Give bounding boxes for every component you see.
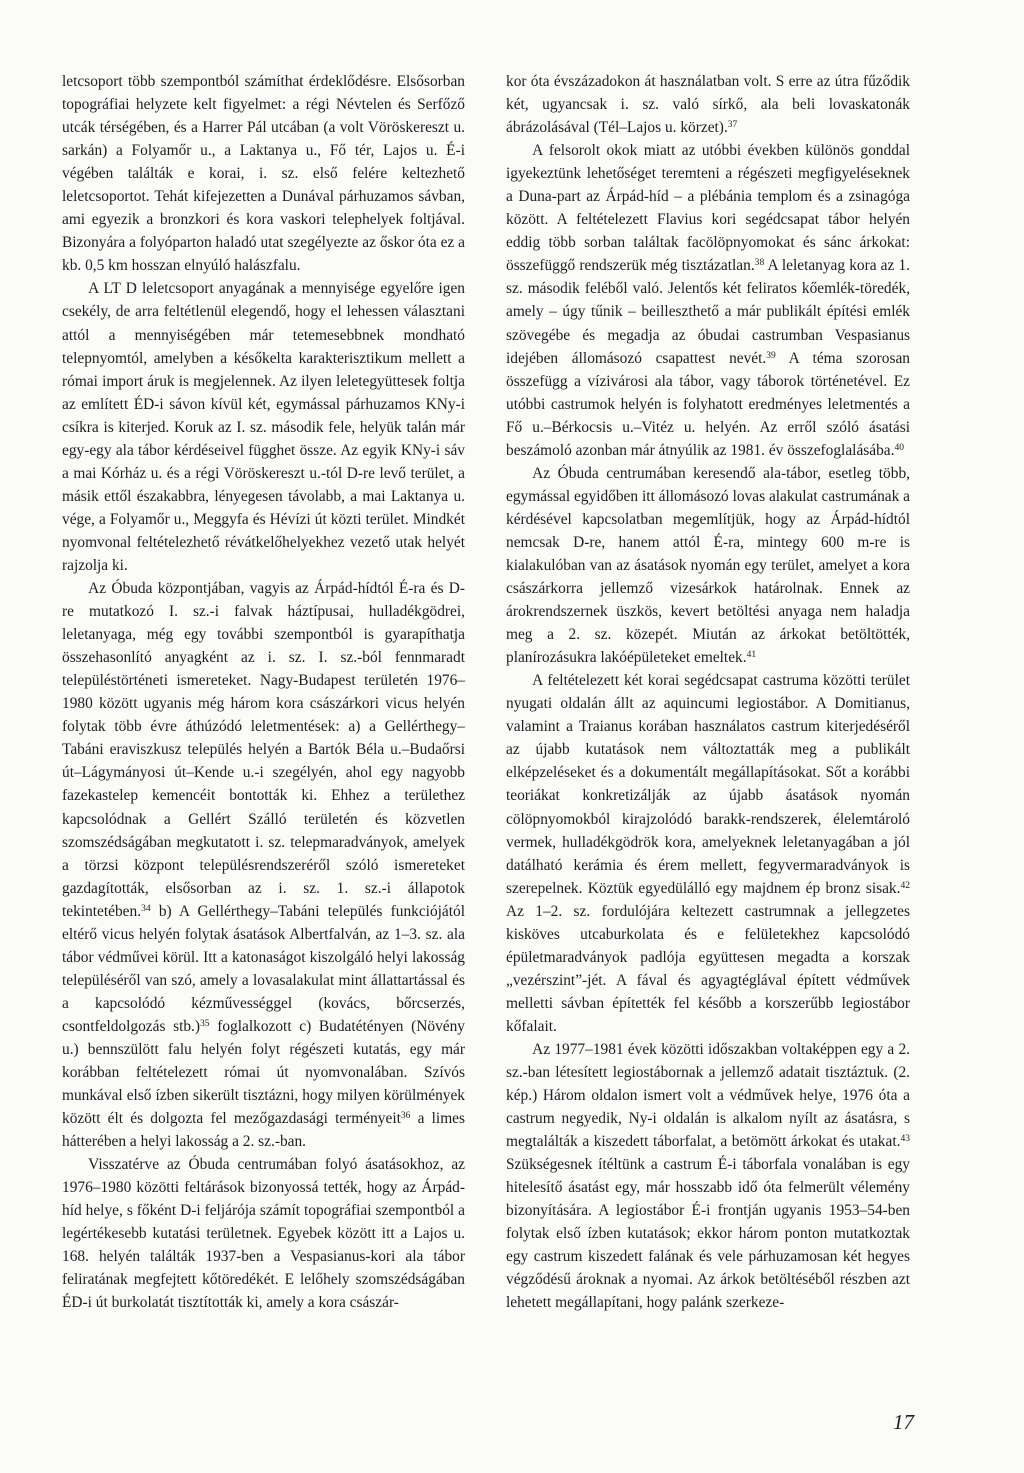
footnote-ref: 39 <box>766 349 776 361</box>
footnote-ref: 38 <box>754 257 765 269</box>
paragraph: Visszatérve az Óbuda centrumában folyó ásatásokhoz, az 1976–1980 közötti feltárások bizonyossá tették, hogy az Árpád-híd helye, s főként D-i feljárója számít topográfiai szempontból a legértékesebb kutatási területnek. Egyebek között itt a Lajos u. 168. helyén találták 1937-ben a Vespasianus-kori ala tábor feliratának megfejtett kőtöredékét. E lelőhely szomszédságában ÉD-i út burkolatát tisztították ki, amely a kora császár- <box>62 1156 465 1312</box>
footnote-ref: 41 <box>746 648 757 660</box>
paragraph: kor óta évszázadokon át használatban volt. S erre az útra fűződik két, ugyancsak i. sz. való sírkő, ala beli lovaskatonák ábrázolásával (Tél–Lajos u. körzet).$^{37}$ <box>506 73 910 137</box>
page-number: 17 <box>893 1410 914 1434</box>
paragraph: A LT D leletcsoport anyagának a mennyisége egyelőre igen csekély, de arra feltétlenül elegendő, hogy el lehessen választani attól a mennyiségében már tetemesebbnek mondható telepnyomtól, amelyben a későkelta karakterisztikum mellett a római import áruk is megjelennek. Az ilyen leletegyüttesek foltja az említett ÉD-i sávon kívül két, egymással párhuzamos KNy-i csíkra is kiterjed. Koruk az I. sz. második fele, helyük talán már egy-egy ala tábor kérdéseivel függhet össze. Az egyik KNy-i sáv a mai Kórház u. és a régi Vöröskereszt u.-tól D-re levő terület, a másik ettől északabbra, lényegesen távolabb, a mai Laktanya u. vége, a Folyamőr u., Meggyfa és Hévízi út közti terület. Mindkét nyomvonal feltételezhető révátkelőhelyekhez vezető utak helyét rajzolja ki. <box>62 280 465 574</box>
right-column <box>506 70 910 1315</box>
left-column <box>62 70 465 1315</box>
footnote-ref: 37 <box>727 118 738 130</box>
footnote-ref: 42 <box>900 879 910 891</box>
paragraph: Az Óbuda központjában, vagyis az Árpád-hídtól É-ra és D-re mutatkozó I. sz.-i falvak háztípusai, hulladékgödrei, leletanyaga, még egy további szempontból is gyarapíthatja összehasonlító anyagként az i. sz. I. sz.-ból fennmaradt településtörténeti ismereteket. Nagy-Budapest területén 1976–1980 között ugyanis még három kora császárkori vicus helyén folytak több évre áthúzódó leletmentések: a) a Gellérthegy–Tabáni eraviszkusz település helyén a Bartók Béla u.–Budaőrsi út–Lágymányosi út–Kende u.-i szegélyén, ahol egy nagyobb fazekastelep kemencéit bontották ki. Ehhez a területhez kapcsolódnak a Gellért Szálló területén és közvetlen szomszédságában megkutatott i. sz. telepmaradványok, amelyek a törzsi központ településrendszeréről szóló ismereteket gazdagították, elsősorban az i. sz. 1. sz.-i állapotok tekintetében.$^{34}$ b) A Gellérthegy–Tabáni település funkciójától eltérő vicus helyén folytak ásatások Albertfalván, az 1–3. sz. ala tábor védművei körül. Itt a katonaságot kiszolgáló helyi lakosság településéről van szó, amely a lovasalakulat mint állattartással és a kapcsolódó kézművességgel (kovács, bőrcserzés, csontfeldolgozás stb.)$^{35}$ foglalkozott c) Budatétényen (Növény u.) bennszülött falu helyén folyt régészeti kutatás, egy már korábban feltételezett római út nyomvonalában. Szívós munkával első ízben sikerült tisztázni, hogy milyen körülmények között élt és dolgozta fel mezőgazdasági terményeit$^{36}$ a limes hátterében a helyi lakosság a 2. sz.-ban. <box>62 580 465 1151</box>
footnote-ref: 34 <box>141 902 151 914</box>
footnote-ref: 36 <box>400 1109 411 1121</box>
paragraph: letcsoport több szempontból számíthat érdeklődésre. Elsősorban topográfiai helyzete kelt figyelmet: a régi Névtelen és Serfőző utcák térségében, és a Harrer Pál utcában (a volt Vöröskereszt u. sarkán) a Folyamőr u., a Laktanya u., Fő tér, Lajos u. É-i végében találták e korai, i. sz. első felére keltezhető leletcsoportot. Tehát kifejezetten a Dunával párhuzamos sávban, ami egyezik a bronzkori és kora vaskori telephelyek foltjával. Bizonyára a folyóparton haladó utat szegélyezte az őskor óta ez a kb. 0,5 km hosszan elnyúló halászfalu. <box>62 73 465 275</box>
footnote-ref: 35 <box>200 1017 210 1029</box>
paragraph: Az Óbuda centrumában keresendő ala-tábor, esetleg több, egymással egyidőben itt állomásozó lovas alakulat castrumának a kérdésével kapcsolatban megemlítjük, hogy az Árpád-hídtól nemcsak D-re, hanem attól É-ra, mintegy 600 m-re is kialakulóban van az ásatások nyomán egy terület, amelyet a kora császárkorra jellemző vizesárkok határolnak. Ennek az árokrendszernek üszkös, kevert betöltési anyaga nem haladja meg a 2. sz. közepét. Miután az árkokat betöltötték, planírozásukra lakóépületeket emeltek.$^{41}$ <box>506 464 910 667</box>
paragraph: Az 1977–1981 évek közötti időszakban voltaképpen egy a 2. sz.-ban létesített legiostábornak a jellemző adatait tisztáztuk. (2. kép.) Három oldalon ismert volt a védművek helye, 1976 óta a castrum negyedik, Ny-i oldalán is alkalom nyílt az ásatásra, s megtalálták a kiszedett táborfalat, a betömött árkokat és utakat.$^{43}$ Szükségesnek ítéltünk a castrum É-i táborfala vonalában is egy hitelesítő ásatást egy, már hosszabb idő óta felmerült vélemény bizonyítására. A legiostábor É-i frontján ugyanis 1953–54-ben folytak első ízben kutatások; ekkor három ponton mutatkoztak egy castrum kiszedett falának és vele párhuzamosan két hegyes végződésű ároknak a nyomai. Az árkok betöltéséből részben azt lehetett megállapítani, hogy palánk szerkeze- <box>506 1040 910 1312</box>
paragraph: A felsorolt okok miatt az utóbbi években különös gonddal igyekeztünk lehetőséget teremteni a régészeti megfigyeléseknek a Duna-part az Árpád-híd – a plébánia templom és a zsinagóga között. A feltételezett Flavius kori segédcsapat tábor helyén eddig több sorban találtak facölöpnyomokat és sánc árkokat: összefüggő rendszerük még tisztázatlan.$^{38}$ A leletanyag kora az 1. sz. második feléből való. Jelentős két feliratos kőemlék-töredék, amely – úgy tűnik – beilleszthető a már publikált építési emlék szövegébe és megadja az óbudai castrumban Vespasianus idejében állomásozó csapattest nevét.$^{39}$ A téma szorosan összefügg a vízivárosi ala tábor, vagy táborok történetével. Ez utóbbi castrumok helyén is folyhatott eredményes leletmentés a Fő u.–Bérkocsis u.–Vitéz u. helyén. Az erről szóló ásatási beszámoló azonban már átnyúlik az 1981. év összefoglalásába.$^{40}$ <box>506 142 910 459</box>
footnote-ref: 40 <box>894 441 905 453</box>
footnote-ref: 43 <box>900 1132 910 1144</box>
paragraph: A feltételezett két korai segédcsapat castruma közötti terület nyugati oldalán állt az aquincumi legiostábor. A Domitianus, valamint a Traianus korában használatos castrum kiterjedéséről az újabb kutatások nem változtatták meg a publikált elképzeléseket és a dokumentált megállapításokat. Sőt a korábbi teoriákat konkretizálják az újabb ásatások nyomán cölöpnyomokból kirajzolódó barakk-rendszerek, élelemtároló vermek, hulladékgödrök kora, amelyeknek leletanyagában a jól datálható kerámia és érem mellett, fegyvermaradványok is szerepelnek. Köztük egyedülálló egy majdnem ép bronz sisak.$^{42}$ Az 1–2. sz. fordulójára keltezett castrumnak a jellegzetes kisköves utcaburkolata és e felületekhez kapcsolódó épületmaradványok padlója együttesen megadta a korszak „vezérszint”-jét. A fával és agyagtéglával épített védművek melletti sávban építették fel később a korszerűbb legiostábor kőfalait. <box>506 672 910 1035</box>
